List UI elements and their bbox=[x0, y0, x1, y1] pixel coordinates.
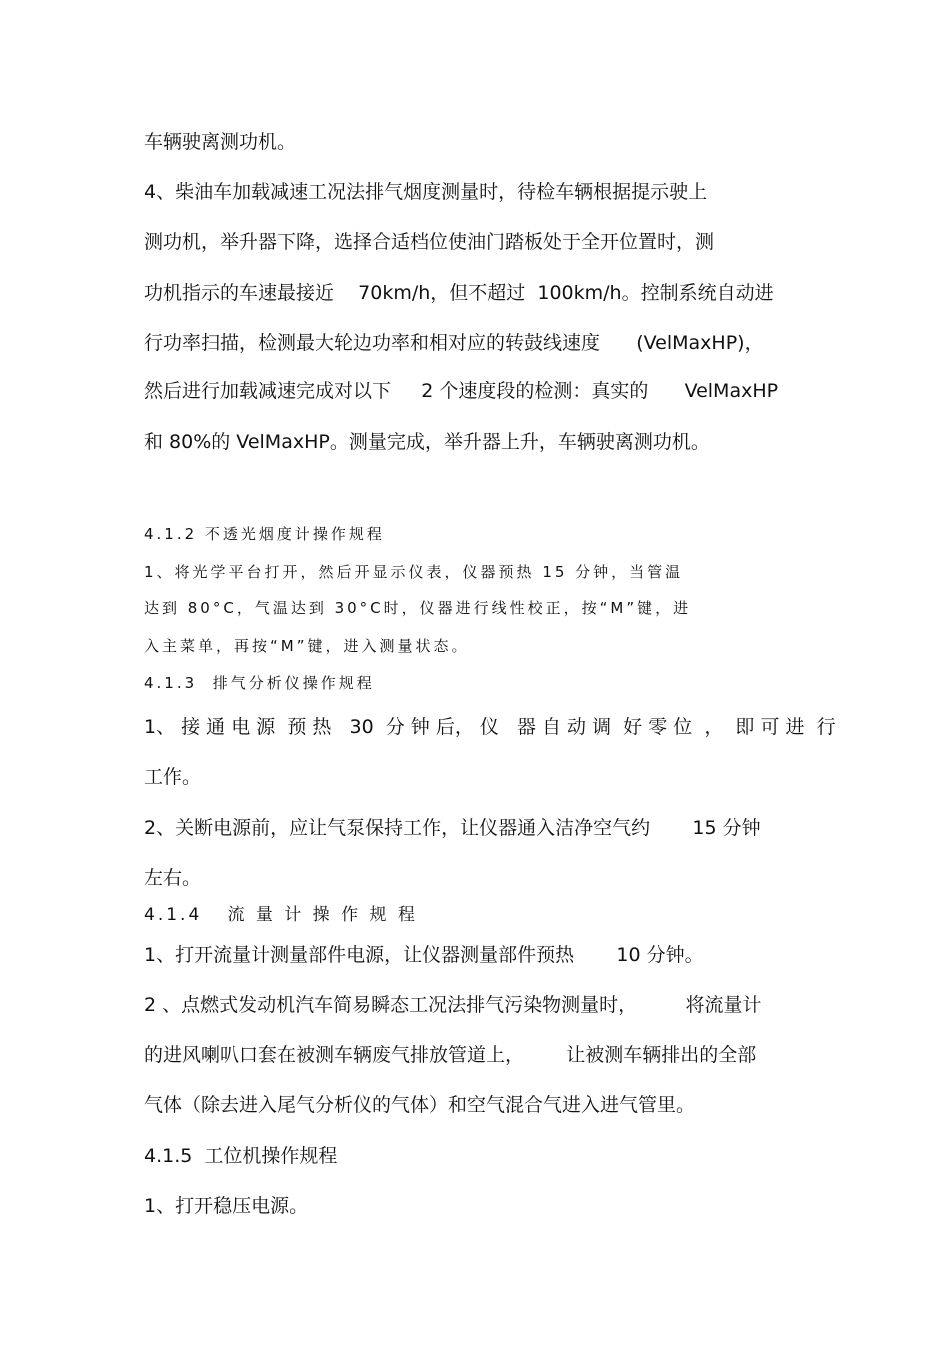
section-heading: 4.1.3 排气分析仪操作规程 bbox=[144, 674, 375, 692]
paragraph-line: 和 80%的 VelMaxHP。测量完成，举升器上升，车辆驶离测功机。 bbox=[144, 431, 710, 453]
paragraph-line: 1、 接 通 电 源 预 热 30 分 钟 后， 仪 器 自 动 调 好 零 位 ， 即 可 进 行 bbox=[144, 716, 836, 738]
paragraph-line: 行功率扫描，检测最大轮边功率和相对应的转鼓线速度 (VelMaxHP)， bbox=[144, 332, 764, 354]
paragraph-line: 达到 80°C，气温达到 30°C时，仪器进行线性校正，按“M”键，进 bbox=[144, 599, 692, 617]
paragraph-line: 1、将光学平台打开，然后开显示仪表，仪器预热 15 分钟，当管温 bbox=[144, 563, 684, 581]
paragraph-line: 2 、点燃式发动机汽车简易瞬态工况法排气污染物测量时， 将流量计 bbox=[144, 994, 762, 1016]
paragraph-line: 1、打开稳压电源。 bbox=[144, 1195, 309, 1217]
paragraph-line: 测功机，举升器下降，选择合适档位使油门踏板处于全开位置时，测 bbox=[144, 231, 715, 253]
paragraph-line: 然后进行加载减速完成对以下 2 个速度段的检测：真实的 VelMaxHP bbox=[144, 380, 779, 402]
paragraph-line: 功机指示的车速最接近 70km/h，但不超过 100km/h。控制系统自动进 bbox=[144, 282, 774, 304]
paragraph-line: 的进风喇叭口套在被测车辆废气排放管道上， 让被测车辆排出的全部 bbox=[144, 1044, 757, 1066]
section-heading: 4.1.5 工位机操作规程 bbox=[144, 1145, 338, 1167]
paragraph-line: 车辆驶离测功机。 bbox=[144, 131, 297, 153]
section-heading: 4.1.2 不透光烟度计操作规程 bbox=[144, 525, 385, 543]
paragraph-line: 工作。 bbox=[144, 766, 202, 788]
paragraph-line: 入主菜单，再按“M”键，进入测量状态。 bbox=[144, 637, 470, 655]
paragraph-line: 4、柴油车加载减速工况法排气烟度测量时，待检车辆根据提示驶上 bbox=[144, 181, 708, 203]
section-heading: 4.1.4 流 量 计 操 作 规 程 bbox=[144, 905, 418, 925]
paragraph-line: 气体（除去进入尾气分析仪的气体）和空气混合气进入进气管里。 bbox=[144, 1094, 696, 1116]
paragraph-line: 1、打开流量计测量部件电源，让仪器测量部件预热 10 分钟。 bbox=[144, 944, 704, 966]
paragraph-line: 左右。 bbox=[144, 867, 202, 889]
paragraph-line: 2、关断电源前，应让气泵保持工作，让仪器通入洁净空气约 15 分钟 bbox=[144, 817, 761, 839]
